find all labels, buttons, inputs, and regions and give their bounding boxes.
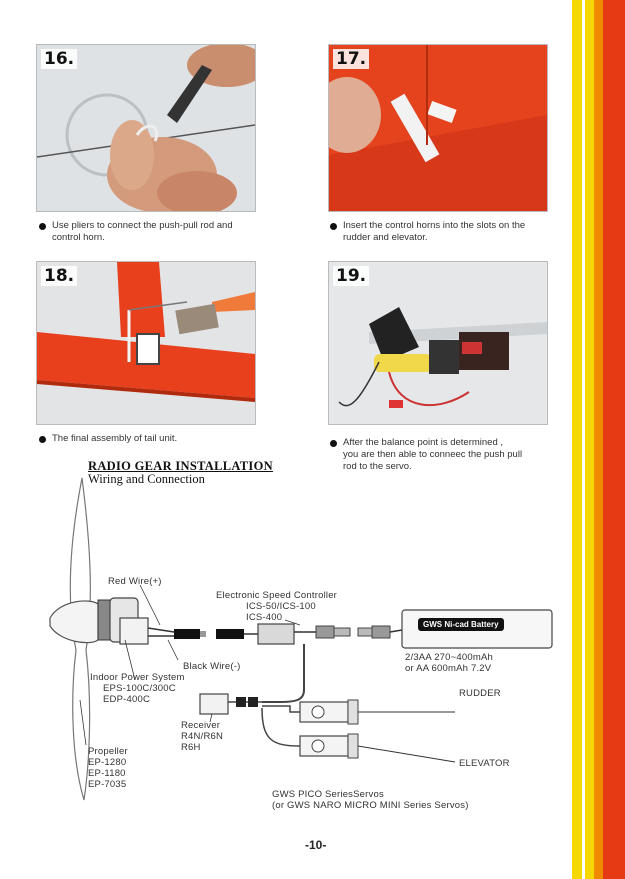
esc-battery-connector <box>316 626 334 638</box>
section-title: RADIO GEAR INSTALLATION <box>88 459 273 473</box>
battery-specs-line-1: 2/3AA 270~400mAh <box>405 652 493 663</box>
step-17-number: 17. <box>333 49 369 69</box>
step-18-caption-line-1: The final assembly of tail unit. <box>52 433 178 444</box>
esc-unit <box>258 624 294 644</box>
step-16-caption-line-1: Use pliers to connect the push-pull rod and <box>52 220 233 231</box>
step-16-caption-line-2: control horn. <box>52 232 105 243</box>
motor-mount <box>120 618 148 644</box>
red-wire-label: Red Wire(+) <box>108 576 162 587</box>
power-system-line-2: EPS-100C/300C <box>103 683 176 694</box>
step-16-number: 16. <box>41 49 77 69</box>
servos-line-2: (or GWS NARO MICRO MINI Series Servos) <box>272 800 469 811</box>
elevator-label: ELEVATOR <box>459 758 510 769</box>
step-19-caption-line-1: After the balance point is determined , <box>343 437 504 448</box>
esc-models-line-1: ICS-50/ICS-100 <box>246 601 316 612</box>
step-17-caption-line-2: rudder and elevator. <box>343 232 428 243</box>
rudder-label: RUDDER <box>459 688 501 699</box>
battery-connector <box>372 626 390 638</box>
step-19-caption-line-2: you are then able to conneec the push pull <box>343 449 523 460</box>
esc-title-label: Electronic Speed Controller <box>216 590 338 601</box>
gearbox <box>98 600 110 640</box>
motor-connector <box>174 629 200 639</box>
step-19-number: 19. <box>333 266 369 286</box>
receiver-line-2: R4N/R6N <box>181 731 224 742</box>
battery-label-pill: GWS Ni-cad Battery <box>418 618 504 631</box>
propeller-line-4: EP-7035 <box>88 779 127 790</box>
step-18-number: 18. <box>41 266 77 286</box>
receiver-line-3: R6H <box>181 742 201 753</box>
step-17-caption-line-1: Insert the control horns into the slots on the <box>343 220 526 231</box>
propeller-line-1: Propeller <box>88 746 128 757</box>
battery-specs-line-2: or AA 600mAh 7.2V <box>405 663 492 674</box>
black-wire-label: Black Wire(-) <box>183 661 241 672</box>
propeller-line-3: EP-1180 <box>88 768 126 779</box>
page-number: -10- <box>305 838 327 852</box>
section-subtitle: Wiring and Connection <box>88 472 205 486</box>
step-19-caption-line-3: rod to the servo. <box>343 461 412 472</box>
propeller-line-2: EP-1280 <box>88 757 127 768</box>
receiver-unit <box>200 694 228 714</box>
receiver-line-1: Receiver <box>181 720 221 731</box>
esc-motor-connector <box>216 629 244 639</box>
servos-line-1: GWS PICO SeriesServos <box>272 789 384 800</box>
esc-models-line-2: ICS-400 <box>246 612 283 623</box>
power-system-line-3: EDP-400C <box>103 694 151 705</box>
spinner <box>50 601 98 643</box>
power-system-line-1: Indoor Power System <box>90 672 185 683</box>
